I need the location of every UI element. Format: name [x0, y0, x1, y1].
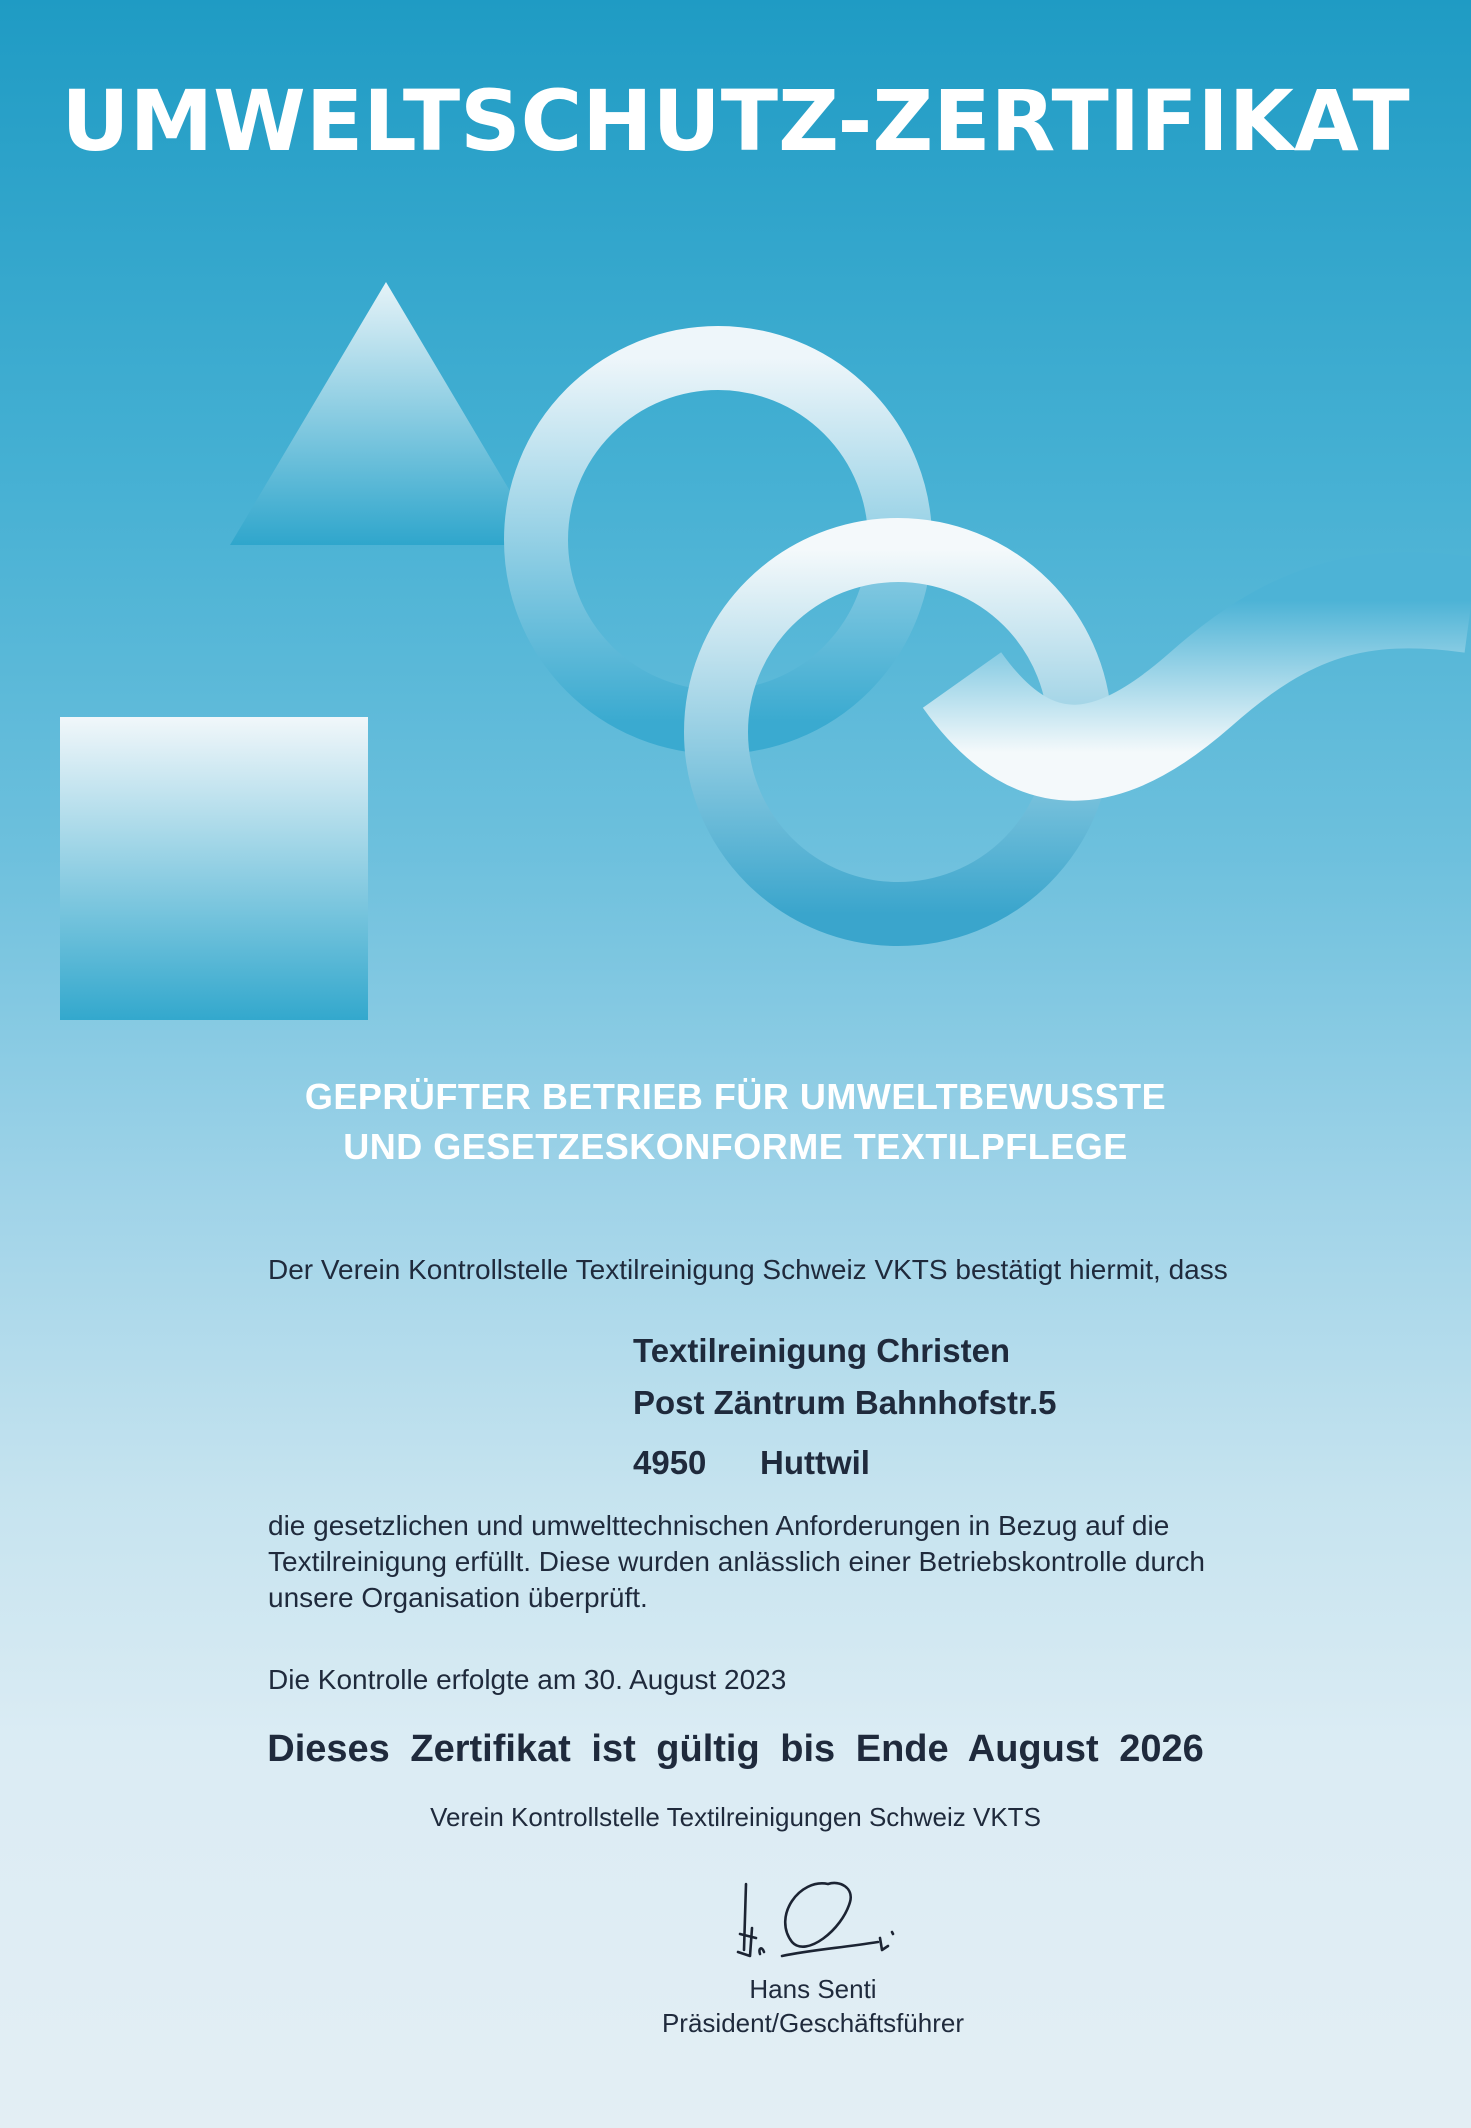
recipient-street: Post Zäntrum Bahnhofstr.5	[633, 1384, 1057, 1421]
confirmation-line-1: die gesetzlichen und umwelttechnischen Anforderungen in Bezug auf die	[268, 1510, 1170, 1541]
confirmation-text	[268, 1508, 1205, 1616]
recipient-postal-code: 4950	[633, 1444, 707, 1481]
recipient-name: Textilreinigung Christen	[633, 1332, 1011, 1369]
intro-text: Der Verein Kontrollstelle Textilreinigung Schweiz VKTS bestätigt hiermit, dass	[268, 1254, 1228, 1285]
organization-name: Verein Kontrollstelle Textilreinigungen Schweiz VKTS	[430, 1802, 1041, 1832]
signer-name: Hans Senti	[749, 1974, 877, 2004]
triangle-shape	[230, 282, 542, 545]
certificate-title: UMWELTSCHUTZ-ZERTIFIKAT	[61, 72, 1410, 170]
certificate-subtitle	[0, 1072, 1471, 1172]
signer-role: Präsident/Geschäftsführer	[661, 2008, 965, 2038]
confirmation-line-3: unsere Organisation überprüft.	[268, 1582, 648, 1613]
square-shape	[60, 717, 368, 1020]
recipient-city: Huttwil	[760, 1444, 870, 1481]
confirmation-line-2: Textilreinigung erfüllt. Diese wurden anlässlich einer Betriebskontrolle durch	[268, 1546, 1205, 1577]
validity-statement: Dieses Zertifikat ist gültig bis Ende August 2026	[267, 1728, 1204, 1770]
signature-image	[730, 1872, 900, 1972]
subtitle-line-2: UND GESETZESKONFORME TEXTILPFLEGE	[343, 1126, 1128, 1167]
recipient-locality	[633, 1437, 1057, 1489]
signer-block	[0, 1972, 1471, 2040]
recipient-address	[633, 1325, 1057, 1489]
subtitle-line-1: GEPRÜFTER BETRIEB FÜR UMWELTBEWUSSTE	[304, 1076, 1167, 1117]
control-date-text: Die Kontrolle erfolgte am 30. August 2023	[268, 1664, 787, 1695]
